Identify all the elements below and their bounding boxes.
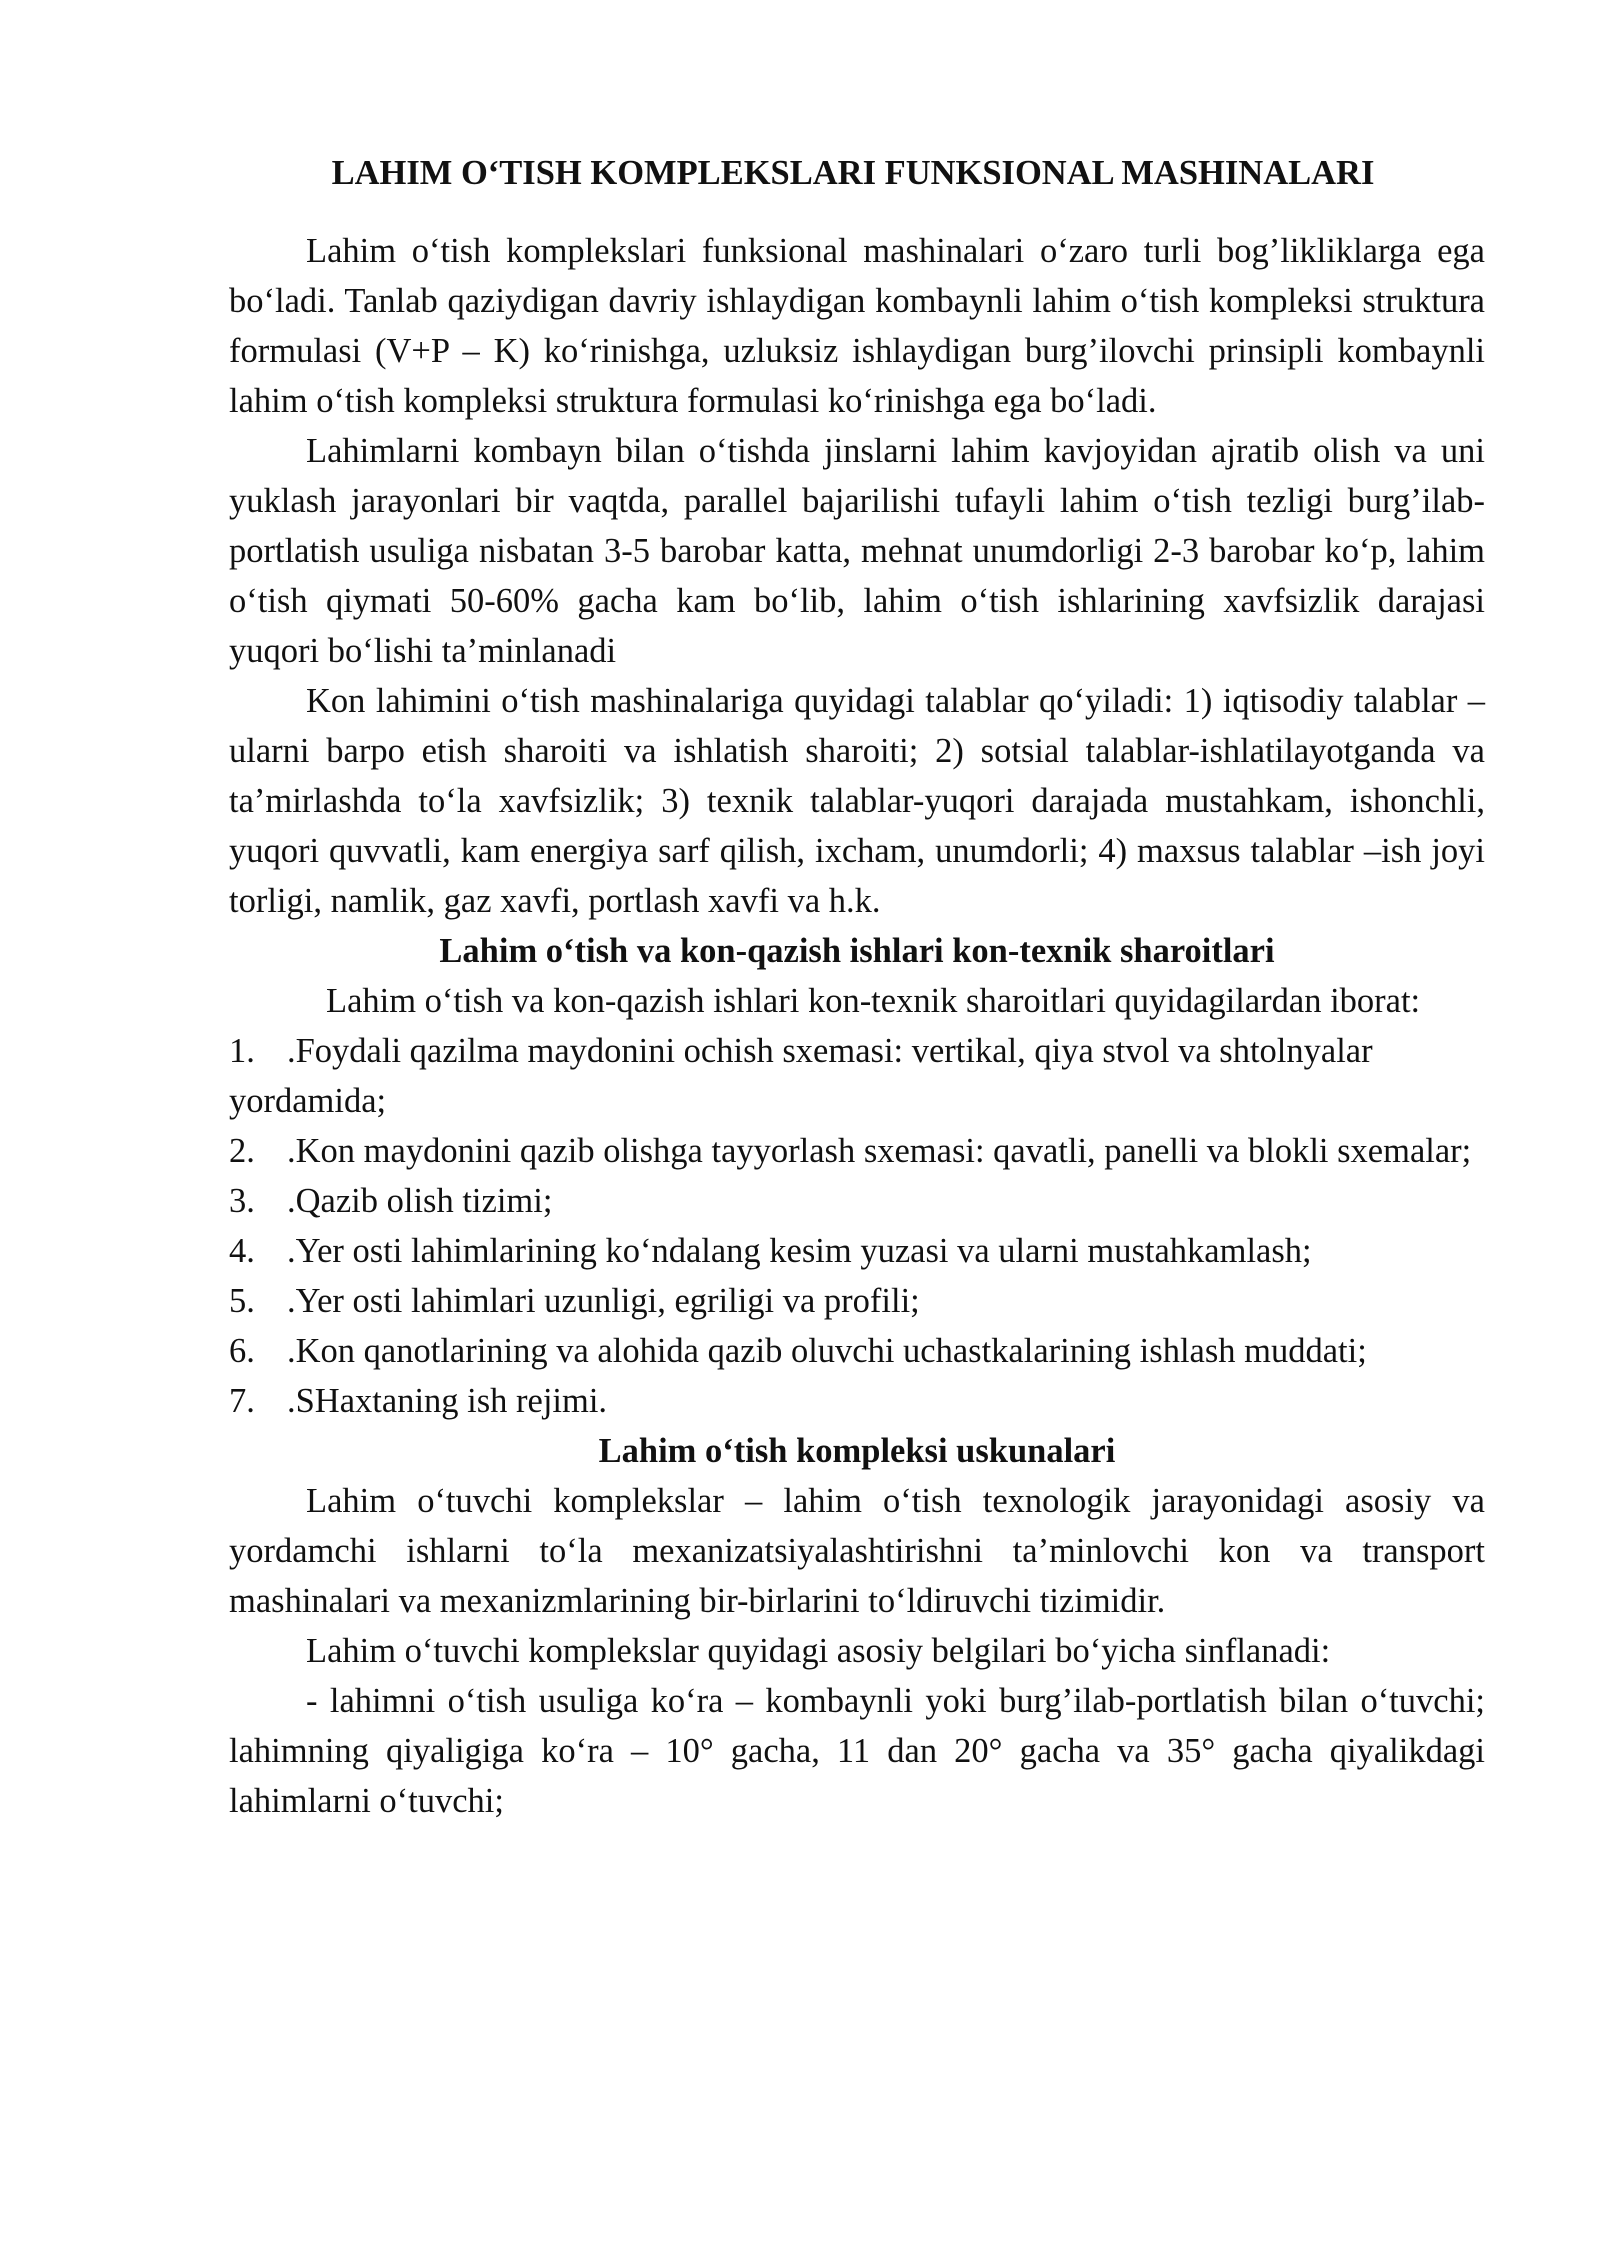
document-title: LAHIM O‘TISH KOMPLEKSLARI FUNKSIONAL MASHINALARI (331, 154, 1375, 192)
section-heading-equipment: Lahim o‘tish kompleksi uskunalari (598, 1432, 1116, 1470)
list-item-text: .Qazib olish tizimi; (287, 1182, 553, 1220)
section-heading-conditions: Lahim o‘tish va kon-qazish ishlari kon-texnik sharoitlari (439, 932, 1275, 970)
list-item (229, 1026, 1485, 1126)
paragraph-combine-advantages: Lahimlarni kombayn bilan o‘tishda jinslarni lahim kavjoyidan ajratib olish va uni yuklash jarayonlari bir vaqtda, parallel bajarilishi tufayli lahim o‘tish tezligi burg’ilab-portlatish usuliga nisbatan 3-5 barobar katta, mehnat unumdorligi 2-3 barobar ko‘p, lahim o‘tish qiymati 50-60% gacha kam bo‘lib, lahim o‘tish ishlarining xavfsizlik darajasi yuqori bo‘lishi ta’minlanadi (229, 432, 1485, 670)
list-item-number: 1. (229, 1032, 255, 1070)
document-page (229, 148, 1485, 1826)
list-item (229, 1276, 1485, 1326)
list-item-number: 6. (229, 1332, 255, 1370)
list-item (229, 1326, 1485, 1376)
list-item-text: .Kon maydonini qazib olishga tayyorlash sxemasi: qavatli, panelli va blokli sxemalar; (287, 1132, 1472, 1170)
conditions-list (229, 1026, 1485, 1426)
list-item-text: .Kon qanotlarining va alohida qazib oluvchi uchastkalarining ishlash muddati; (287, 1332, 1367, 1370)
paragraph-conditions-intro: Lahim o‘tish va kon-qazish ishlari kon-texnik sharoitlari quyidagilardan iborat: (326, 982, 1421, 1020)
list-item-number: 4. (229, 1232, 255, 1270)
list-item-number: 2. (229, 1132, 255, 1170)
paragraph-classification-intro: Lahim o‘tuvchi komplekslar quyidagi asosiy belgilari bo‘yicha sinflanadi: (306, 1632, 1331, 1670)
list-item-number: 7. (229, 1382, 255, 1420)
list-item-text: .Yer osti lahimlarining ko‘ndalang kesim yuzasi va ularni mustahkamlash; (287, 1232, 1312, 1270)
paragraph-complex-definition: Lahim o‘tuvchi komplekslar – lahim o‘tish texnologik jarayonidagi asosiy va yordamchi ishlarni to‘la mexanizatsiyalashtirishni ta’minlovchi kon va transport mashinalari va mexanizmlarining bir-birlarini to‘ldiruvchi tizimidir. (229, 1482, 1485, 1620)
list-item-text: .SHaxtaning ish rejimi. (287, 1382, 608, 1420)
paragraph-classification-item: - lahimni o‘tish usuliga ko‘ra – kombaynli yoki burg’ilab-portlatish bilan o‘tuvchi; lahimning qiyaligiga ko‘ra – 10° gacha, 11 dan 20° gacha va 35° gacha qiyalikdagi lahimlarni o‘tuvchi; (229, 1682, 1485, 1820)
paragraph-functional-machines: Lahim o‘tish komplekslari funksional mashinalari o‘zaro turli bog’likliklarga ega bo‘ladi. Tanlab qaziydigan davriy ishlaydigan kombaynli lahim o‘tish kompleksi struktura formulasi (V+P – K) ko‘rinishga, uzluksiz ishlaydigan burg’ilovchi prinsipli kombaynli lahim o‘tish kompleksi struktura formulasi ko‘rinishga ega bo‘ladi. (229, 232, 1485, 420)
list-item-text: .Foydali qazilma maydonini ochish sxemasi: vertikal, qiya stvol va shtolnyalar yordamida; (229, 1032, 1373, 1120)
list-item-number: 5. (229, 1282, 255, 1320)
paragraph-requirements: Kon lahimini o‘tish mashinalariga quyidagi talablar qo‘yiladi: 1) iqtisodiy talablar – ularni barpo etish sharoiti va ishlatish sharoiti; 2) sotsial talablar-ishlatilayotganda va ta’mirlashda to‘la xavfsizlik; 3) texnik talablar-yuqori darajada mustahkam, ishonchli, yuqori quvvatli, kam energiya sarf qilish, ixcham, unumdorli; 4) maxsus talablar –ish joyi torligi, namlik, gaz xavfi, portlash xavfi va h.k. (229, 682, 1485, 920)
list-item (229, 1376, 1485, 1426)
list-item (229, 1126, 1485, 1176)
list-item (229, 1226, 1485, 1276)
list-item-number: 3. (229, 1182, 255, 1220)
list-item (229, 1176, 1485, 1226)
list-item-text: .Yer osti lahimlari uzunligi, egriligi va profili; (287, 1282, 920, 1320)
